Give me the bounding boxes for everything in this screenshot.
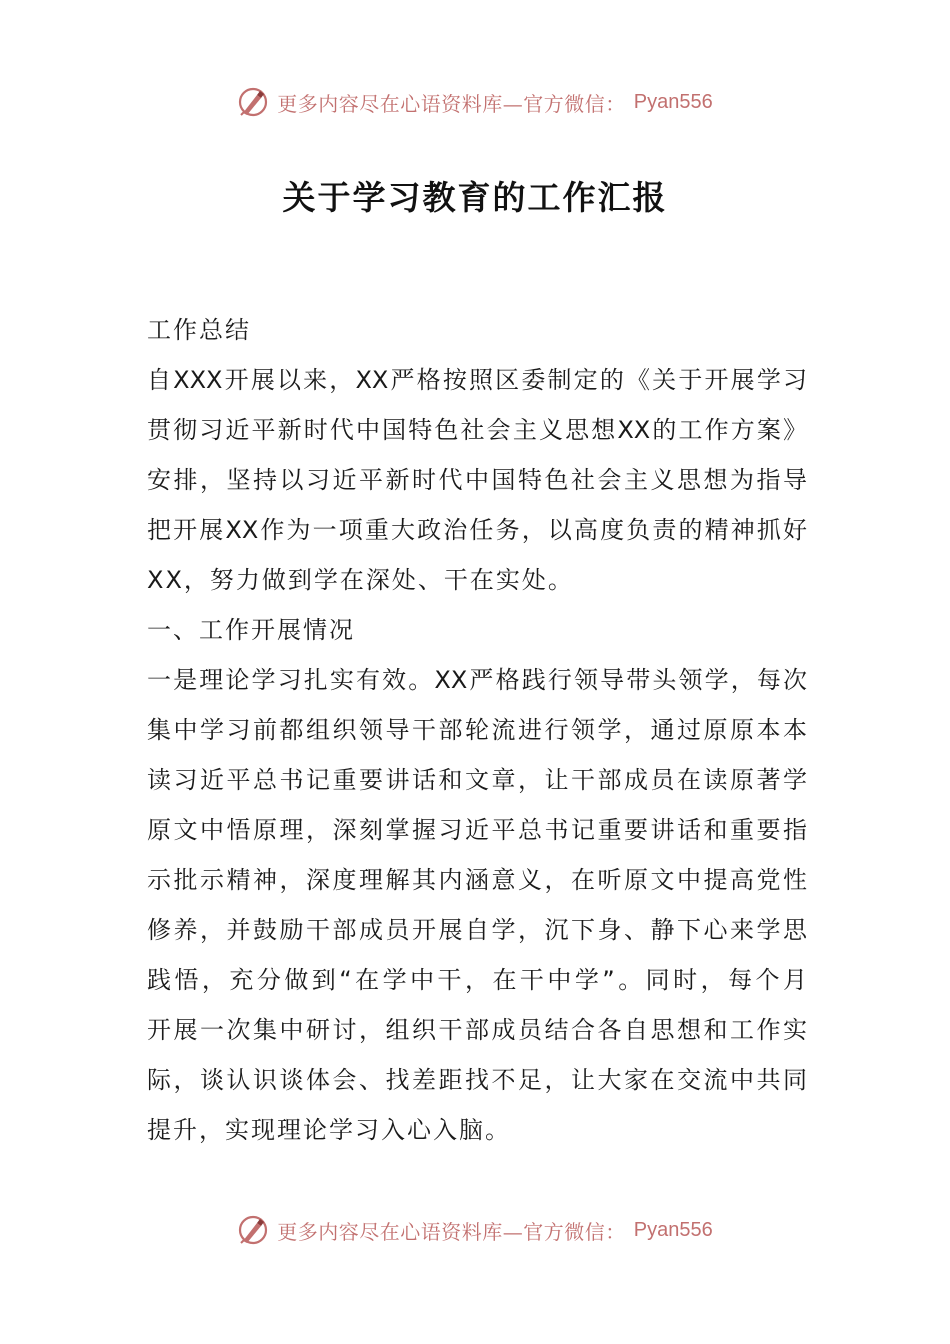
body-line: 安排，坚持以习近平新时代中国特色社会主义思想为指导 — [147, 466, 807, 494]
body-line: 把开展XX作为一项重大政治任务，以高度负责的精神抓好 — [147, 516, 807, 544]
watermark-wechat-id: Pyan556 — [633, 90, 713, 113]
body-line: 际，谈认识谈体会、找差距找不足，让大家在交流中共同 — [147, 1066, 807, 1094]
pen-logo-icon — [237, 86, 269, 118]
body-line: 自XXX开展以来，XX严格按照区委制定的《关于开展学习 — [147, 366, 807, 394]
watermark-header — [0, 82, 950, 122]
body-line: 修养，并鼓励干部成员开展自学，沉下身、静下心来学思 — [147, 916, 807, 944]
body-line: 提升，实现理论学习入心入脑。 — [147, 1116, 511, 1144]
body-line: 读习近平总书记重要讲话和文章，让干部成员在读原著学 — [147, 766, 807, 794]
body-line: 一是理论学习扎实有效。XX严格践行领导带头领学，每次 — [147, 666, 807, 694]
body-line: 集中学习前都组织领导干部轮流进行领学，通过原原本本 — [147, 716, 807, 744]
body-line: XX，努力做到学在深处、干在实处。 — [147, 566, 574, 594]
watermark-text: 更多内容尽在心语资料库—官方微信： — [277, 91, 626, 116]
pen-logo-icon — [237, 1214, 269, 1246]
body-line: 工作总结 — [147, 316, 251, 344]
body-line: 示批示精神，深度理解其内涵意义，在听原文中提高党性 — [147, 866, 807, 894]
body-line: 一、工作开展情况 — [147, 616, 355, 644]
document-title: 关于学习教育的工作汇报 — [282, 178, 668, 217]
watermark-footer — [0, 1210, 950, 1250]
body-line: 原文中悟原理，深刻掌握习近平总书记重要讲话和重要指 — [147, 816, 807, 844]
watermark-text: 更多内容尽在心语资料库—官方微信： — [277, 1219, 626, 1244]
body-line: 贯彻习近平新时代中国特色社会主义思想XX的工作方案》 — [147, 416, 807, 444]
body-line: 开展一次集中研讨，组织干部成员结合各自思想和工作实 — [147, 1016, 807, 1044]
document-body — [147, 305, 807, 1155]
body-line: 践悟，充分做到“在学中干，在干中学”。同时，每个月 — [147, 966, 807, 994]
watermark-wechat-id: Pyan556 — [633, 1218, 713, 1241]
